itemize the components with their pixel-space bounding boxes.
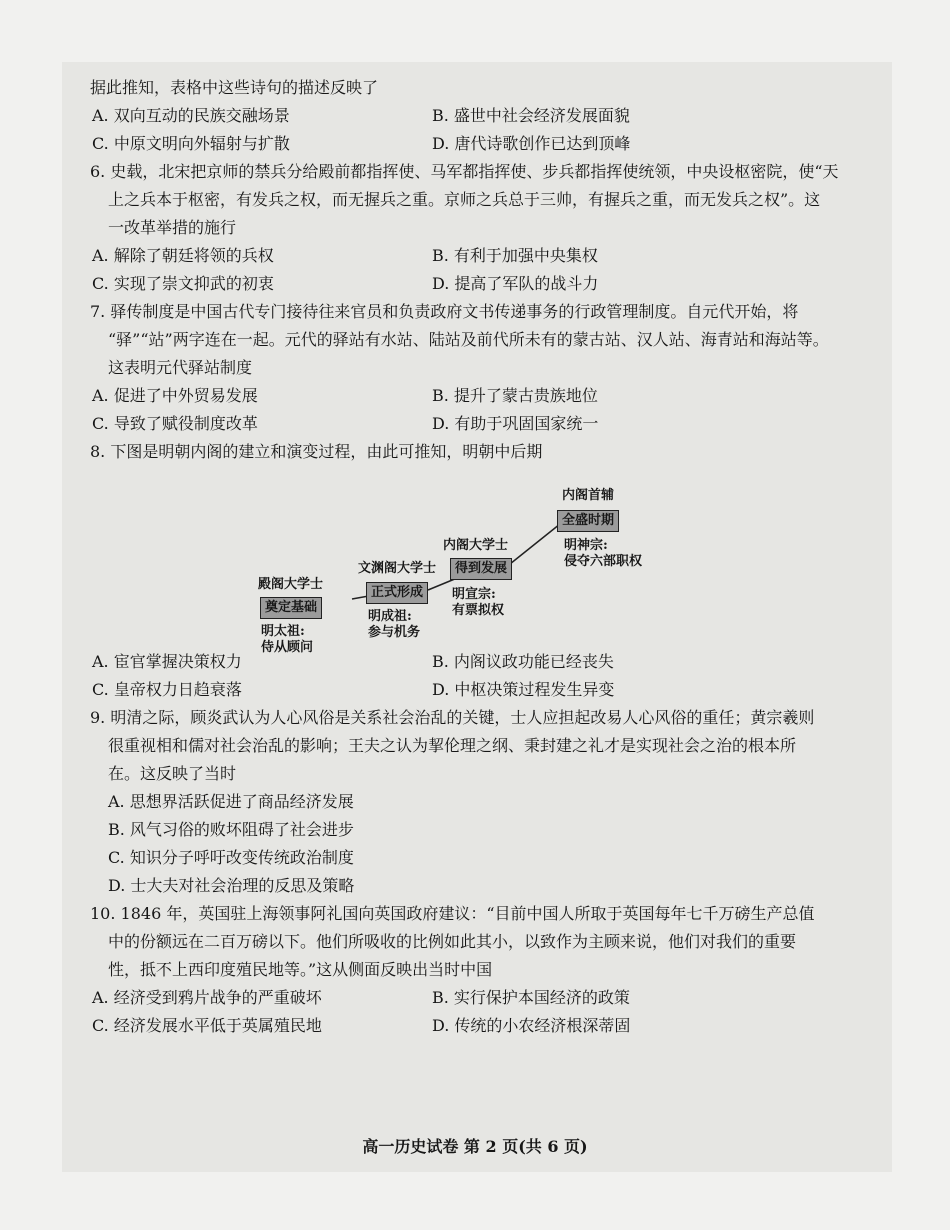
q8-option-d[interactable]: D. 中枢决策过程发生异变 [432, 680, 615, 699]
q9-stem-line-2: 很重视相和儒对社会治乱的影响；王夫之认为挈伦理之纲、秉封建之礼才是实现社会之治的根本所 [108, 736, 797, 755]
q7-stem-line-2: “驿”“站”两字连在一起。元代的驿站有水站、陆站及前代所未有的蒙古站、汉人站、海青站和海站等。 [108, 330, 829, 349]
stage-2-title: 文渊阁大学士 [358, 561, 437, 576]
q10-stem-line-1: 10. 1846 年，英国驻上海领事阿礼国向英国政府建议：“目前中国人所取于英国每年七千万磅生产总值 [90, 904, 815, 923]
stage-2-box: 正式形成 [366, 582, 428, 604]
q6-stem-line-3: 一改革举措的施行 [108, 218, 237, 237]
stage-3-note-1: 明宣宗: [452, 587, 496, 602]
stage-1-note-1: 明太祖: [261, 624, 305, 639]
q7-option-a[interactable]: A. 促进了中外贸易发展 [92, 386, 258, 405]
q5-option-b[interactable]: B. 盛世中社会经济发展面貌 [432, 106, 630, 125]
q6-option-d[interactable]: D. 提高了军队的战斗力 [432, 274, 599, 293]
stage-3-box: 得到发展 [450, 558, 512, 580]
stage-2-note-1: 明成祖: [368, 609, 412, 624]
q10-options-row-2 [90, 1012, 850, 1040]
q8-option-c[interactable]: C. 皇帝权力日趋衰落 [92, 680, 242, 699]
stage-2-note-2: 参与机务 [368, 625, 421, 640]
q6-options-row-2 [90, 270, 850, 298]
q6-stem-line-1: 6. 史载，北宋把京师的禁兵分给殿前都指挥使、马军都指挥使、步兵都指挥使统领，中央设枢密院，使“天 [90, 162, 839, 181]
q7-options-row-2 [90, 410, 850, 438]
q8-option-b[interactable]: B. 内阁议政功能已经丧失 [432, 652, 614, 671]
q10-stem-line-2: 中的份额远在二百万磅以下。他们所吸收的比例如此其小，以致作为主顾来说，他们对我们的重要 [108, 932, 797, 951]
q6-stem-line-2: 上之兵本于枢密，有发兵之权，而无握兵之重。京师之兵总于三帅，有握兵之重，而无发兵之权”。这 [108, 190, 821, 209]
q7-option-b[interactable]: B. 提升了蒙古贵族地位 [432, 386, 598, 405]
q7-stem-line-3: 这表明元代驿站制度 [108, 358, 253, 377]
q8-stem-line: 8. 下图是明朝内阁的建立和演变过程，由此可推知，明朝中后期 [90, 442, 543, 461]
q7-option-c[interactable]: C. 导致了赋役制度改革 [92, 414, 258, 433]
q7-option-d[interactable]: D. 有助于巩固国家统一 [432, 414, 599, 433]
q9-option-a[interactable]: A. 思想界活跃促进了商品经济发展 [108, 792, 354, 811]
stage-4-box: 全盛时期 [557, 510, 619, 532]
q10-options-row-1 [90, 984, 850, 1012]
q5-option-d[interactable]: D. 唐代诗歌创作已达到顶峰 [432, 134, 631, 153]
q9-option-c[interactable]: C. 知识分子呼吁改变传统政治制度 [108, 848, 354, 867]
q6-option-c[interactable]: C. 实现了崇文抑武的初衷 [92, 274, 274, 293]
q7-stem-line-1: 7. 驿传制度是中国古代专门接待往来官员和负责政府文书传递事务的行政管理制度。自元代开始，将 [90, 302, 799, 321]
connector-3 [510, 524, 560, 564]
q10-option-c[interactable]: C. 经济发展水平低于英属殖民地 [92, 1016, 322, 1035]
cabinet-evolution-diagram [90, 466, 850, 655]
stage-3-note-2: 有票拟权 [452, 603, 505, 618]
q9-option-b[interactable]: B. 风气习俗的败坏阻碍了社会进步 [108, 820, 354, 839]
q8-options-row-2 [90, 676, 850, 704]
q6-option-a[interactable]: A. 解除了朝廷将领的兵权 [92, 246, 274, 265]
q5-option-c[interactable]: C. 中原文明向外辐射与扩散 [92, 134, 290, 153]
q8-options-row-1 [90, 648, 850, 676]
q10-stem-line-3: 性，抵不上西印度殖民地等。”这从侧面反映出当时中国 [108, 960, 493, 979]
q9-stem-line-3: 在。这反映了当时 [108, 764, 237, 783]
q5-options-row-1 [90, 102, 850, 130]
stage-1-note-2: 侍从顾问 [261, 640, 314, 655]
q6-options-row-1 [90, 242, 850, 270]
q10-option-b[interactable]: B. 实行保护本国经济的政策 [432, 988, 630, 1007]
q6-option-b[interactable]: B. 有利于加强中央集权 [432, 246, 598, 265]
diagram-connector-lines [90, 466, 850, 648]
q9-stem-line-1: 9. 明清之际，顾炎武认为人心风俗是关系社会治乱的关键，士人应担起改易人心风俗的重任；黄宗羲则 [90, 708, 815, 727]
q10-option-d[interactable]: D. 传统的小农经济根深蒂固 [432, 1016, 631, 1035]
stage-4-title: 内阁首辅 [562, 488, 615, 503]
stage-1-box: 奠定基础 [260, 597, 322, 619]
q5-option-a[interactable]: A. 双向互动的民族交融场景 [92, 106, 290, 125]
q7-options-row-1 [90, 382, 850, 410]
stage-4-note-2: 侵夺六部职权 [564, 554, 643, 569]
q10-option-a[interactable]: A. 经济受到鸦片战争的严重破坏 [92, 988, 322, 1007]
page-footer: 高一历史试卷 第 2 页(共 6 页) [362, 1137, 588, 1156]
q9-option-d[interactable]: D. 士大夫对社会治理的反思及策略 [108, 876, 355, 895]
q5-options-row-2 [90, 130, 850, 158]
q5-stem-line: 据此推知，表格中这些诗句的描述反映了 [90, 78, 379, 97]
stage-3-title: 内阁大学士 [443, 538, 509, 553]
q8-option-a[interactable]: A. 宦官掌握决策权力 [92, 652, 242, 671]
stage-1-title: 殿阁大学士 [258, 577, 324, 592]
stage-4-note-1: 明神宗: [564, 538, 608, 553]
exam-page [90, 74, 850, 1040]
